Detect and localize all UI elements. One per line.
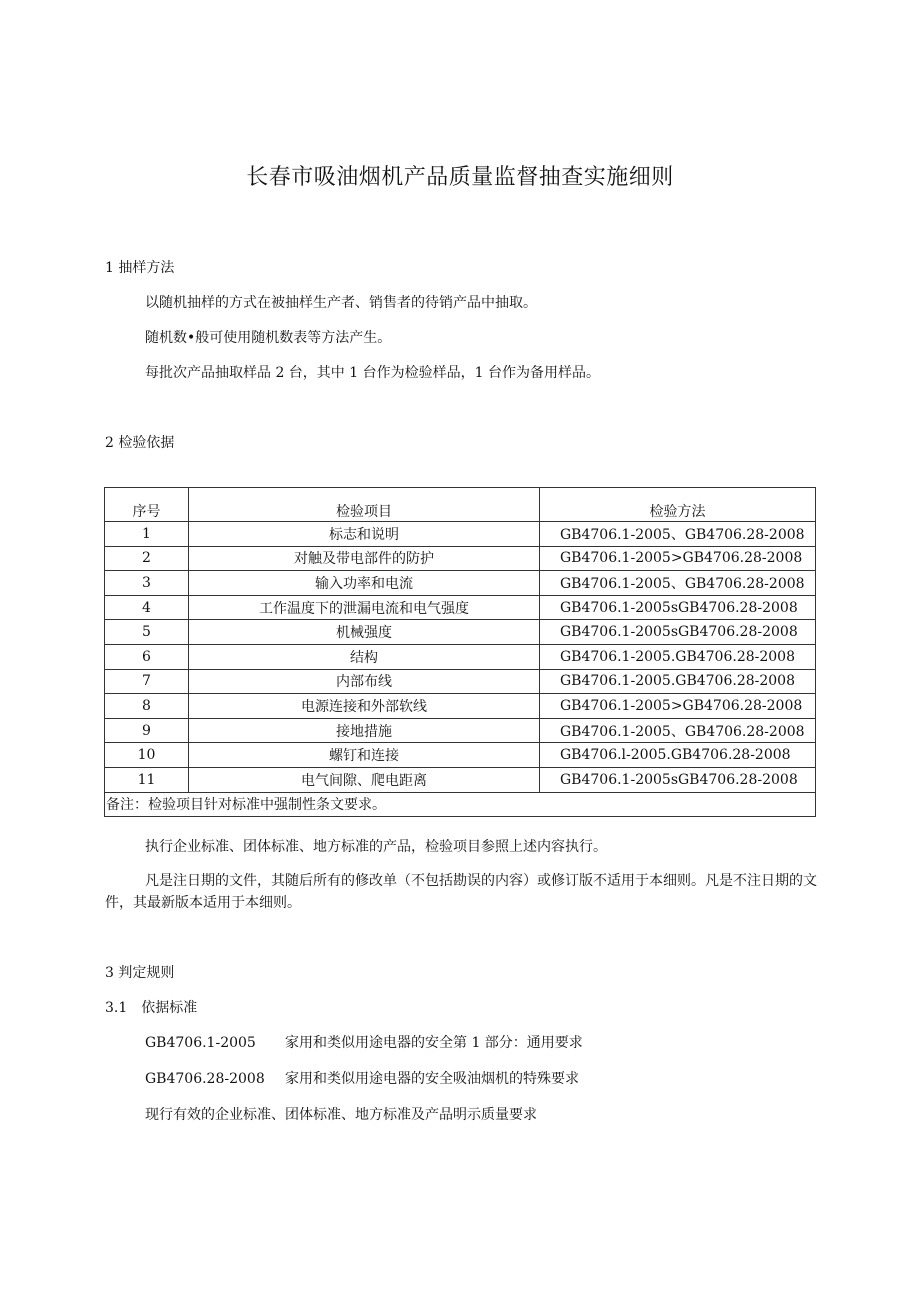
table-row — [105, 694, 816, 719]
inspection-table — [104, 487, 816, 817]
section-3-heading: 3 判定规则 — [105, 965, 175, 981]
row-number: 11 — [105, 767, 189, 792]
row-number: 6 — [105, 644, 189, 669]
row-method: GB4706.1-2005sGB4706.28-2008 — [540, 620, 816, 645]
row-number: 1 — [105, 522, 189, 547]
row-number: 4 — [105, 595, 189, 620]
table-row — [105, 718, 816, 743]
page-title: 长春市吸油烟机产品质量监督抽查实施细则 — [246, 165, 674, 190]
header-item: 检验项目 — [189, 488, 540, 522]
row-item: 对触及带电部件的防护 — [189, 546, 540, 571]
row-item: 机械强度 — [189, 620, 540, 645]
standard-code: GB4706.1-2005 — [145, 1035, 256, 1051]
table-row — [105, 595, 816, 620]
standard-row — [145, 1032, 583, 1052]
paragraph: 以随机抽样的方式在被抽样生产者、销售者的待销产品中抽取。 — [145, 295, 537, 311]
table-note-row — [105, 792, 816, 817]
section-3-1-heading: 3.1 依据标准 — [105, 1000, 198, 1016]
row-item: 螺钉和连接 — [189, 743, 540, 768]
paragraph: 执行企业标准、团体标准、地方标准的产品，检验项目参照上述内容执行。 — [145, 839, 607, 855]
standard-name: 家用和类似用途电器的安全第 1 部分：通用要求 — [285, 1035, 583, 1051]
row-item: 内部布线 — [189, 669, 540, 694]
section-2-heading: 2 检验依据 — [105, 435, 175, 451]
row-item: 结构 — [189, 644, 540, 669]
row-method: GB4706.1-2005sGB4706.28-2008 — [540, 595, 816, 620]
table-row — [105, 522, 816, 547]
row-number: 3 — [105, 571, 189, 596]
paragraph: 现行有效的企业标准、团体标准、地方标准及产品明示质量要求 — [145, 1107, 537, 1123]
header-method: 检验方法 — [540, 488, 816, 522]
row-method: GB4706.1-2005sGB4706.28-2008 — [540, 767, 816, 792]
row-method: GB4706.l-2005.GB4706.28-2008 — [540, 743, 816, 768]
row-item: 电气间隙、爬电距离 — [189, 767, 540, 792]
paragraph: 每批次产品抽取样品 2 台，其中 1 台作为检验样品，1 台作为备用样品。 — [145, 365, 600, 381]
row-method: GB4706.1-2005>GB4706.28-2008 — [540, 694, 816, 719]
row-item: 接地措施 — [189, 718, 540, 743]
table-row — [105, 669, 816, 694]
row-number: 5 — [105, 620, 189, 645]
row-method: GB4706.1-2005.GB4706.28-2008 — [540, 644, 816, 669]
row-method: GB4706.1-2005、GB4706.28-2008 — [540, 571, 816, 596]
table-row — [105, 743, 816, 768]
row-item: 输入功率和电流 — [189, 571, 540, 596]
table-row — [105, 571, 816, 596]
table-note: 备注：检验项目针对标准中强制性条文要求。 — [105, 792, 816, 817]
row-number: 9 — [105, 718, 189, 743]
row-item: 电源连接和外部软线 — [189, 694, 540, 719]
standard-name: 家用和类似用途电器的安全吸油烟机的特殊要求 — [285, 1071, 579, 1087]
table-row — [105, 767, 816, 792]
row-number: 2 — [105, 546, 189, 571]
row-number: 10 — [105, 743, 189, 768]
row-number: 7 — [105, 669, 189, 694]
row-method: GB4706.1-2005>GB4706.28-2008 — [540, 546, 816, 571]
row-method: GB4706.1-2005、GB4706.28-2008 — [540, 522, 816, 547]
row-item: 工作温度下的泄漏电流和电气强度 — [189, 595, 540, 620]
paragraph: 随机数•般可使用随机数表等方法产生。 — [145, 330, 392, 346]
row-item: 标志和说明 — [189, 522, 540, 547]
table-row — [105, 546, 816, 571]
row-number: 8 — [105, 694, 189, 719]
dated-documents-note: 凡是注日期的文件，其随后所有的修改单（不包括勘误的内容）或修订版不适用于本细则。凡是不注日期的文件，其最新版本适用于本细则。 — [105, 873, 817, 911]
section-1-heading: 1 抽样方法 — [105, 260, 175, 276]
row-method: GB4706.1-2005、GB4706.28-2008 — [540, 718, 816, 743]
header-no: 序号 — [105, 488, 189, 522]
standard-row — [145, 1068, 579, 1088]
table-row — [105, 620, 816, 645]
standard-code: GB4706.28-2008 — [145, 1071, 265, 1087]
table-header-row — [105, 488, 816, 522]
table-row — [105, 644, 816, 669]
row-method: GB4706.1-2005.GB4706.28-2008 — [540, 669, 816, 694]
